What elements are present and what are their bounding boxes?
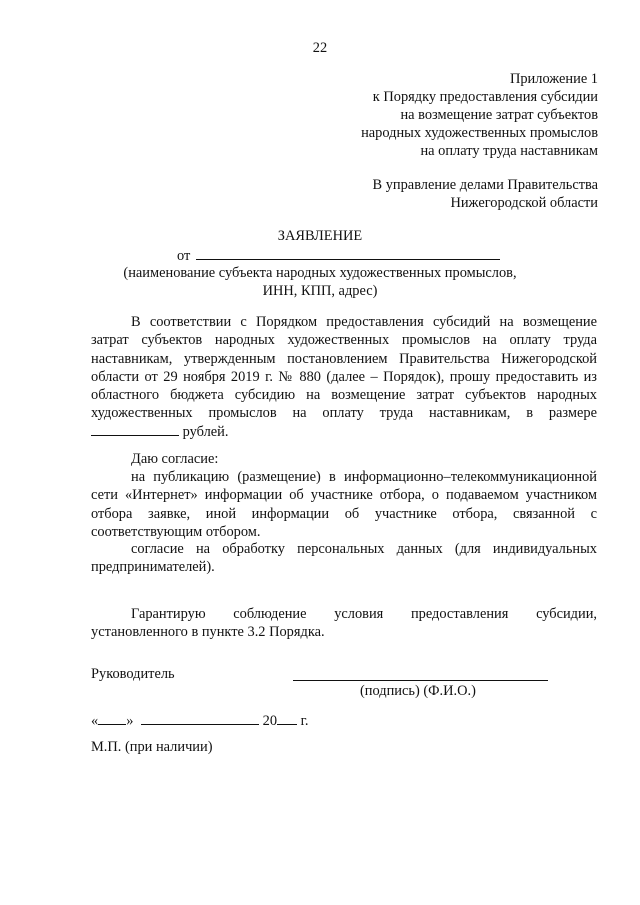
close-quote: »: [126, 713, 134, 729]
appendix-line: к Порядку предоставления субсидии: [372, 89, 598, 105]
signature-blank[interactable]: [293, 680, 548, 681]
signature-hint: (подпись) (Ф.И.О.): [360, 683, 476, 699]
from-line: [177, 247, 500, 265]
page-number: 22: [312, 40, 328, 56]
year-blank[interactable]: [277, 712, 297, 725]
applicant-hint: [0, 264, 640, 300]
year-prefix: 20: [262, 713, 278, 729]
day-blank[interactable]: [98, 712, 126, 725]
addressee-block: [373, 176, 598, 212]
open-quote: «: [91, 713, 99, 729]
consent-publication-paragraph: на публикацию (размещение) в информационно–телекоммуникационной сети «Интернет» информации об участнике отбора, о подаваемом участником отбора заявке, иной информации об участнике отбора, связанной с соответствующим отбором.: [91, 469, 597, 540]
applicant-hint-line: (наименование субъекта народных художественных промыслов,: [123, 265, 517, 281]
month-blank[interactable]: [141, 712, 259, 725]
consent-heading: Даю согласие:: [131, 451, 219, 467]
from-label: от: [177, 248, 191, 264]
stamp-label: М.П. (при наличии): [91, 739, 213, 755]
appendix-line: народных художественных промыслов: [361, 125, 598, 141]
year-suffix: г.: [300, 713, 309, 729]
appendix-line: на возмещение затрат субъектов: [400, 107, 598, 123]
consent-personal-data-paragraph: согласие на обработку персональных данных (для индивидуальных предпринимателей).: [91, 541, 597, 576]
guarantee-paragraph: Гарантирую соблюдение условия предоставления субсидии, установленного в пункте 3.2 Порядка.: [91, 606, 597, 641]
applicant-name-blank[interactable]: [196, 247, 500, 260]
appendix-block: [361, 70, 598, 160]
request-paragraph: [91, 313, 597, 441]
request-text: В соответствии с Порядком предоставления субсидий на возмещение затрат субъектов народных художественных промыслов на оплату труда наставникам, утвержденным постановлением Правительства Нижегородской области от 29 ноября 2019 г. № 880 (далее – Порядок), прошу предоставить из областного бюджета субсидию на возмещение затрат субъектов народных художественных промыслов на оплату труда наставникам, в размере: [91, 314, 597, 422]
amount-blank[interactable]: [91, 423, 179, 436]
head-label: Руководитель: [91, 666, 175, 682]
addressee-line: В управление делами Правительства: [372, 177, 598, 193]
amount-unit: рублей.: [182, 423, 229, 440]
applicant-hint-line: ИНН, КПП, адрес): [262, 283, 378, 299]
addressee-line: Нижегородской области: [450, 195, 598, 211]
document-title: ЗАЯВЛЕНИЕ: [277, 228, 363, 244]
appendix-line: Приложение 1: [509, 71, 598, 87]
date-line: [91, 712, 309, 730]
appendix-line: на оплату труда наставникам: [420, 143, 598, 159]
